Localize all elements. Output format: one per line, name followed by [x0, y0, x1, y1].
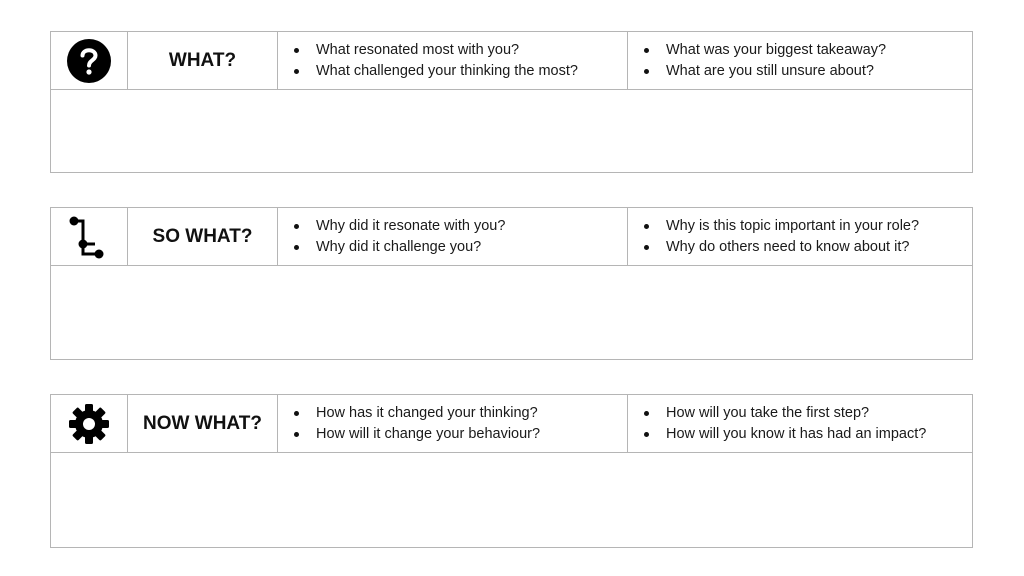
question-circle-icon	[66, 38, 112, 84]
question-item: How has it changed your thinking?	[316, 403, 617, 424]
question-item: How will you know it has had an impact?	[666, 424, 962, 445]
section-title: WHAT?	[128, 32, 278, 89]
question-list-right	[628, 208, 972, 265]
gear-icon	[67, 402, 111, 446]
answer-area[interactable]	[51, 266, 972, 360]
question-item: Why did it challenge you?	[316, 237, 617, 258]
question-item: Why do others need to know about it?	[666, 237, 962, 258]
flow-path-icon	[67, 214, 111, 260]
question-list-left	[278, 208, 628, 265]
question-item: What was your biggest takeaway?	[666, 40, 962, 61]
question-item: What challenged your thinking the most?	[316, 61, 617, 82]
question-item: How will it change your behaviour?	[316, 424, 617, 445]
section-so-what	[50, 207, 973, 360]
icon-cell	[51, 208, 128, 265]
question-item: What are you still unsure about?	[666, 61, 962, 82]
icon-cell	[51, 395, 128, 452]
question-list-right	[628, 395, 972, 452]
answer-area[interactable]	[51, 90, 972, 173]
section-header	[51, 32, 972, 90]
question-item: How will you take the first step?	[666, 403, 962, 424]
icon-cell	[51, 32, 128, 89]
section-header	[51, 395, 972, 453]
section-now-what	[50, 394, 973, 548]
question-list-left	[278, 32, 628, 89]
section-title: SO WHAT?	[128, 208, 278, 265]
section-title: NOW WHAT?	[128, 395, 278, 452]
question-item: Why did it resonate with you?	[316, 216, 617, 237]
question-list-right	[628, 32, 972, 89]
answer-area[interactable]	[51, 453, 972, 548]
section-what	[50, 31, 973, 173]
section-header	[51, 208, 972, 266]
question-list-left	[278, 395, 628, 452]
question-item: What resonated most with you?	[316, 40, 617, 61]
question-item: Why is this topic important in your role?	[666, 216, 962, 237]
